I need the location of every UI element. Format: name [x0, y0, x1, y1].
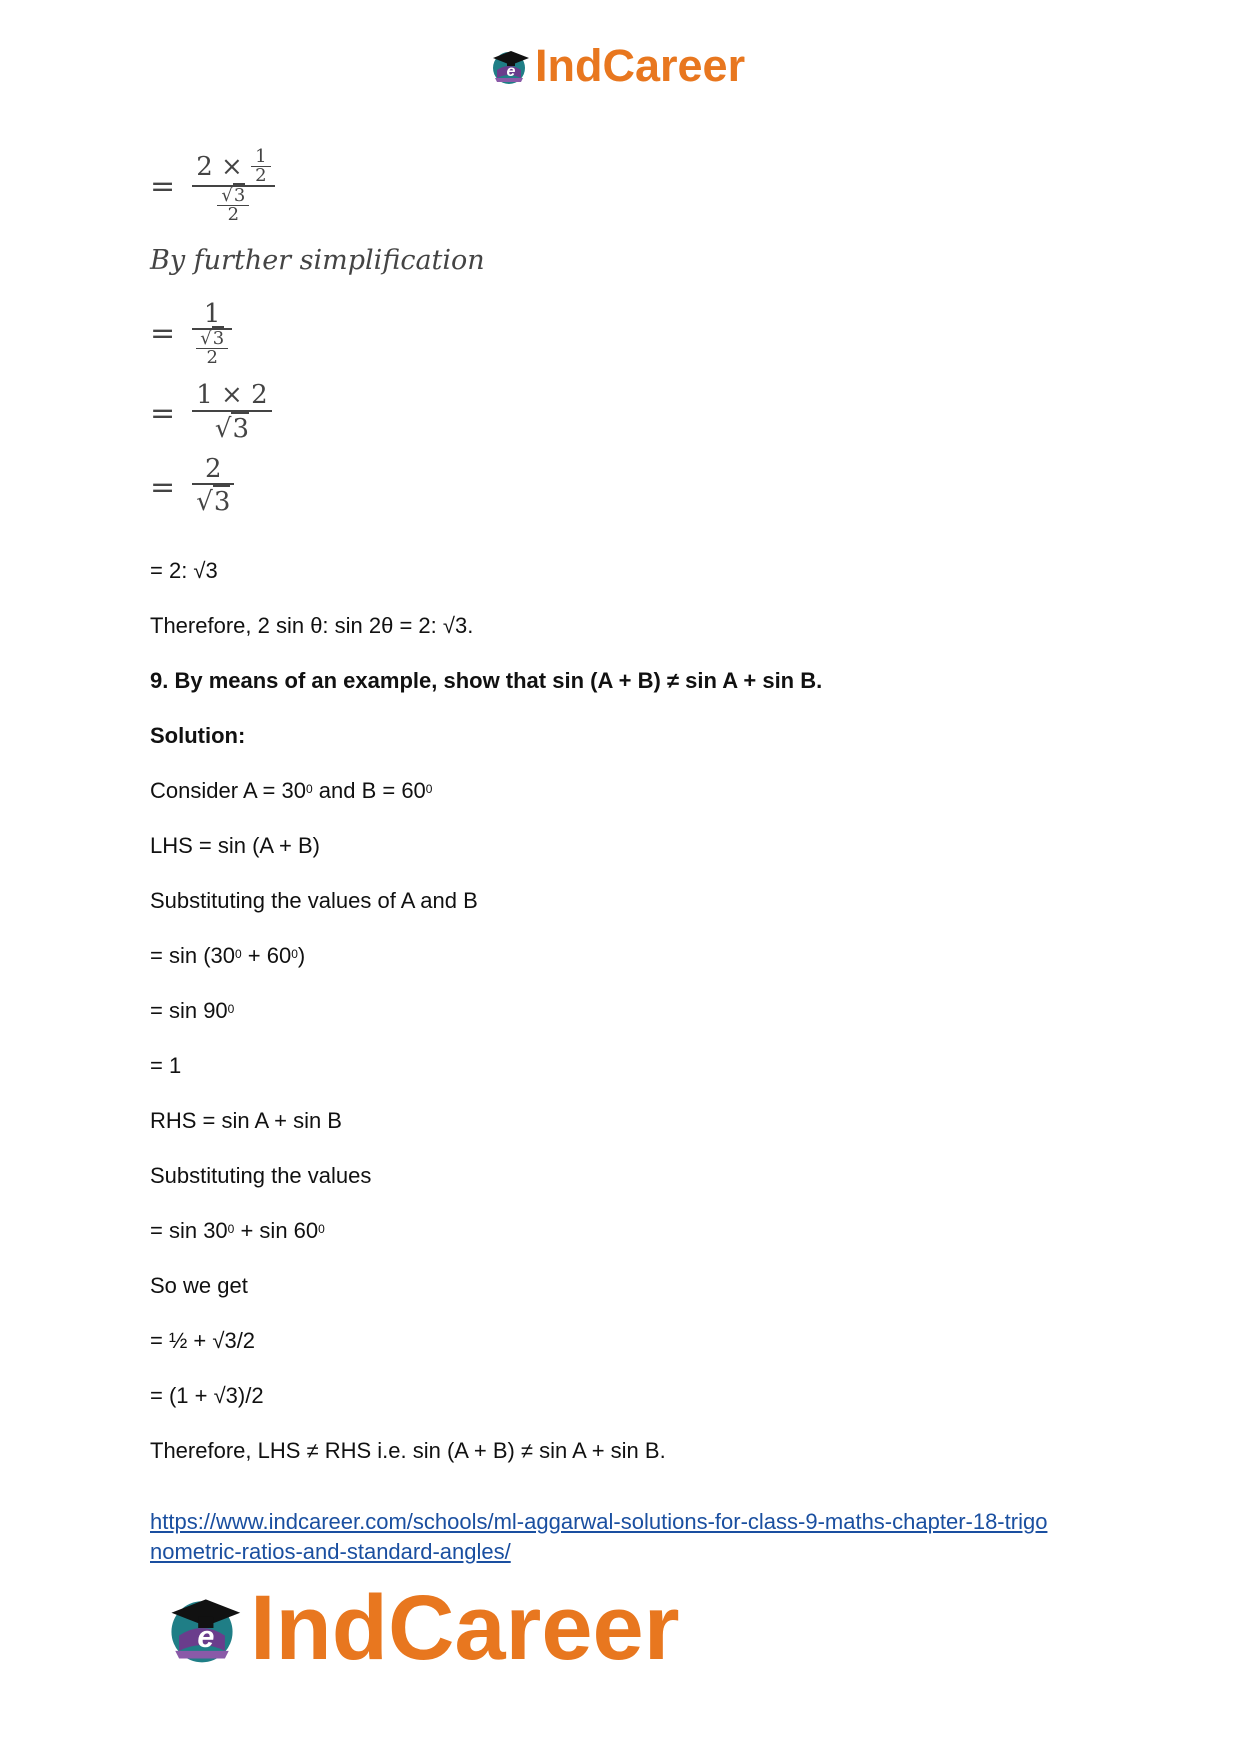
math-step-4: = $\frac{2}{√3}$	[150, 455, 234, 519]
fraction-half: $\frac{1}{2}$	[251, 148, 270, 185]
sin-90-line: = $\sin 90^0$	[150, 998, 235, 1023]
graduation-cap-globe-icon	[160, 1586, 244, 1670]
ratio-conclusion: Therefore, 2 sin θ: sin 2θ = 2: √3.	[150, 613, 474, 638]
half-sum-line: = ½ + √3/2	[150, 1328, 256, 1353]
math-step-3: = $\frac{1 \times 2}{√3}$	[150, 380, 272, 446]
lhs-line: LHS = sin (A + B)	[150, 833, 320, 858]
source-link[interactable]: https://www.indcareer.com/schools/ml-aggarwal-solutions-for-class-9-maths-chapter-18-trigo nometric-ratios-and-standard-angles/	[150, 1509, 1048, 1564]
so-we-get-line: So we get	[150, 1273, 248, 1298]
footer-logo[interactable]	[160, 1577, 680, 1679]
fraction-root3-over-2: $\frac{√3}{2}$	[196, 330, 228, 367]
equals-one-line: = 1	[150, 1053, 182, 1078]
rhs-line: RHS = sin A + sin B	[150, 1108, 342, 1133]
consider-line: Consider $A = 30^0$ and $B = 60^0$	[150, 778, 433, 803]
final-conclusion: Therefore, LHS ≠ RHS i.e. sin (A + B) ≠ sin A + sin B.	[150, 1438, 666, 1463]
question-9: 9. By means of an example, show that sin (A + B) ≠ sin A + sin B.	[150, 668, 823, 693]
fraction-root3-over-2: $\frac{√3}{2}$	[217, 187, 249, 224]
header-brand-text: IndCareer	[535, 40, 746, 91]
ratio-result: = 2: √3	[150, 558, 218, 583]
fraction: $\frac{1}{\frac{√3}{2}}$	[192, 300, 232, 367]
fraction: $\frac{1 \times 2}{√3}$	[192, 380, 271, 446]
math-step-1: = 2 × $\frac{1}{2}$ $\frac{√3}{2}$	[150, 148, 275, 224]
header-logo	[487, 42, 745, 90]
substitute-line-1: Substituting the values of A and B	[150, 888, 478, 913]
sin-values-line: = $\sin 30^0 + \sin 60^0$	[150, 1218, 325, 1243]
graduation-cap-globe-icon	[487, 44, 531, 88]
substitute-line-2: Substituting the values	[150, 1163, 372, 1188]
svg-text:e: e	[197, 1620, 215, 1655]
fraction: 2 × $\frac{1}{2}$ $\frac{√3}{2}$	[192, 148, 274, 224]
simplification-note: By further simplification	[150, 245, 485, 276]
final-value-line: = (1 + √3)/2	[150, 1383, 264, 1408]
fraction: $\frac{2}{√3}$	[192, 455, 234, 519]
svg-text:e: e	[506, 63, 516, 80]
sin-sum-line: = $\sin (30^0 + 60^0)$	[150, 943, 306, 968]
solution-heading: Solution:	[150, 723, 246, 748]
math-step-2: = $\frac{1}{\frac{√3}{2}}$	[150, 300, 232, 367]
footer-brand-text: IndCareer	[250, 1577, 680, 1679]
